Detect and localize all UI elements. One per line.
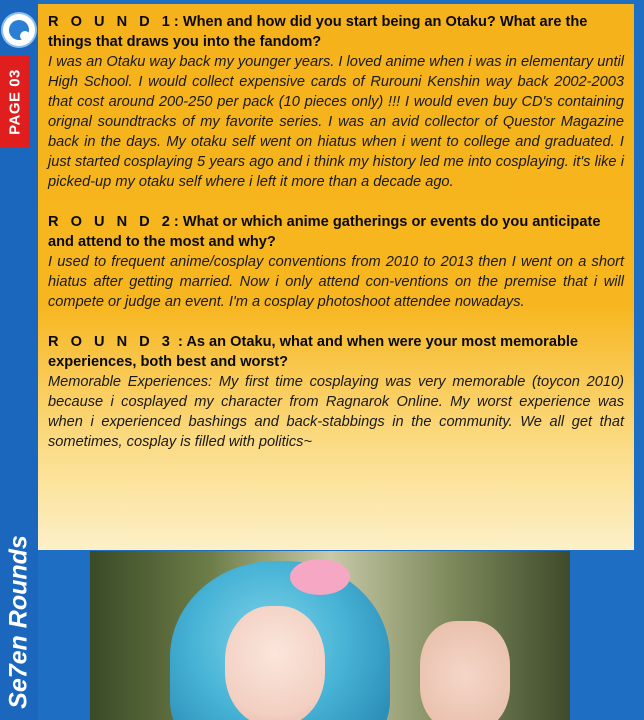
round-3-question (48, 332, 624, 372)
cosplay-photo (90, 551, 570, 720)
round-2-question (48, 212, 624, 252)
round-1-question-text: : When and how did you start being an Otaku? What are the things that draws you into the fandom? (48, 14, 588, 50)
page-number: PAGE 03 (6, 69, 24, 135)
round-2-answer: I used to frequent anime/cosplay conventions from 2010 to 2013 then I went on a short hiatus after getting married. Now i only attend con-ventions on the premise that i will compete or judge an event. I'm a cosplay photoshoot attendee nowadays. (48, 254, 624, 310)
round-2-question-text: : What or which anime gatherings or events do you anticipate and attend to the most and why? (48, 214, 601, 250)
brand-title: Se7en Rounds (4, 535, 33, 709)
circle-logo-icon (3, 14, 35, 46)
round-1-question (48, 12, 624, 52)
sidebar (0, 0, 38, 720)
round-1-label: R O U N D 1 (48, 14, 174, 30)
round-3-question-text: : As an Otaku, what and when were your most memorable experiences, both best and worst? (48, 334, 579, 370)
round-3-label: R O U N D 3 (48, 334, 174, 350)
round-3-answer: Memorable Experiences: My first time cosplaying was very memorable (toycon 2010) because i cosplayed my character from Ragnarok Online. My worst experience was when i experienced bashings and back-stabbings in the community. We all get that sometimes, cosplay is filled with politics~ (48, 374, 624, 450)
round-1-answer: I was an Otaku way back my younger years. I loved anime when i was in elementary until High School. I would collect expensive cards of Rurouni Kenshin way back 2002-2003 that cost around 200-250 per pack (10 pieces only) !!! I would even buy CD's containing orignal soundtracks of my favorite series. I was an avid collector of Questor Magazine back in the days. My otaku self went on hiatus when i went to college and graduated. I just started cosplaying 5 years ago and i think my history led me into cosplaying. it's like i picked-up my otaku self where i left it more than a decade ago. (48, 54, 624, 190)
round-2-label: R O U N D 2 (48, 214, 174, 230)
interview-panel (38, 4, 634, 550)
